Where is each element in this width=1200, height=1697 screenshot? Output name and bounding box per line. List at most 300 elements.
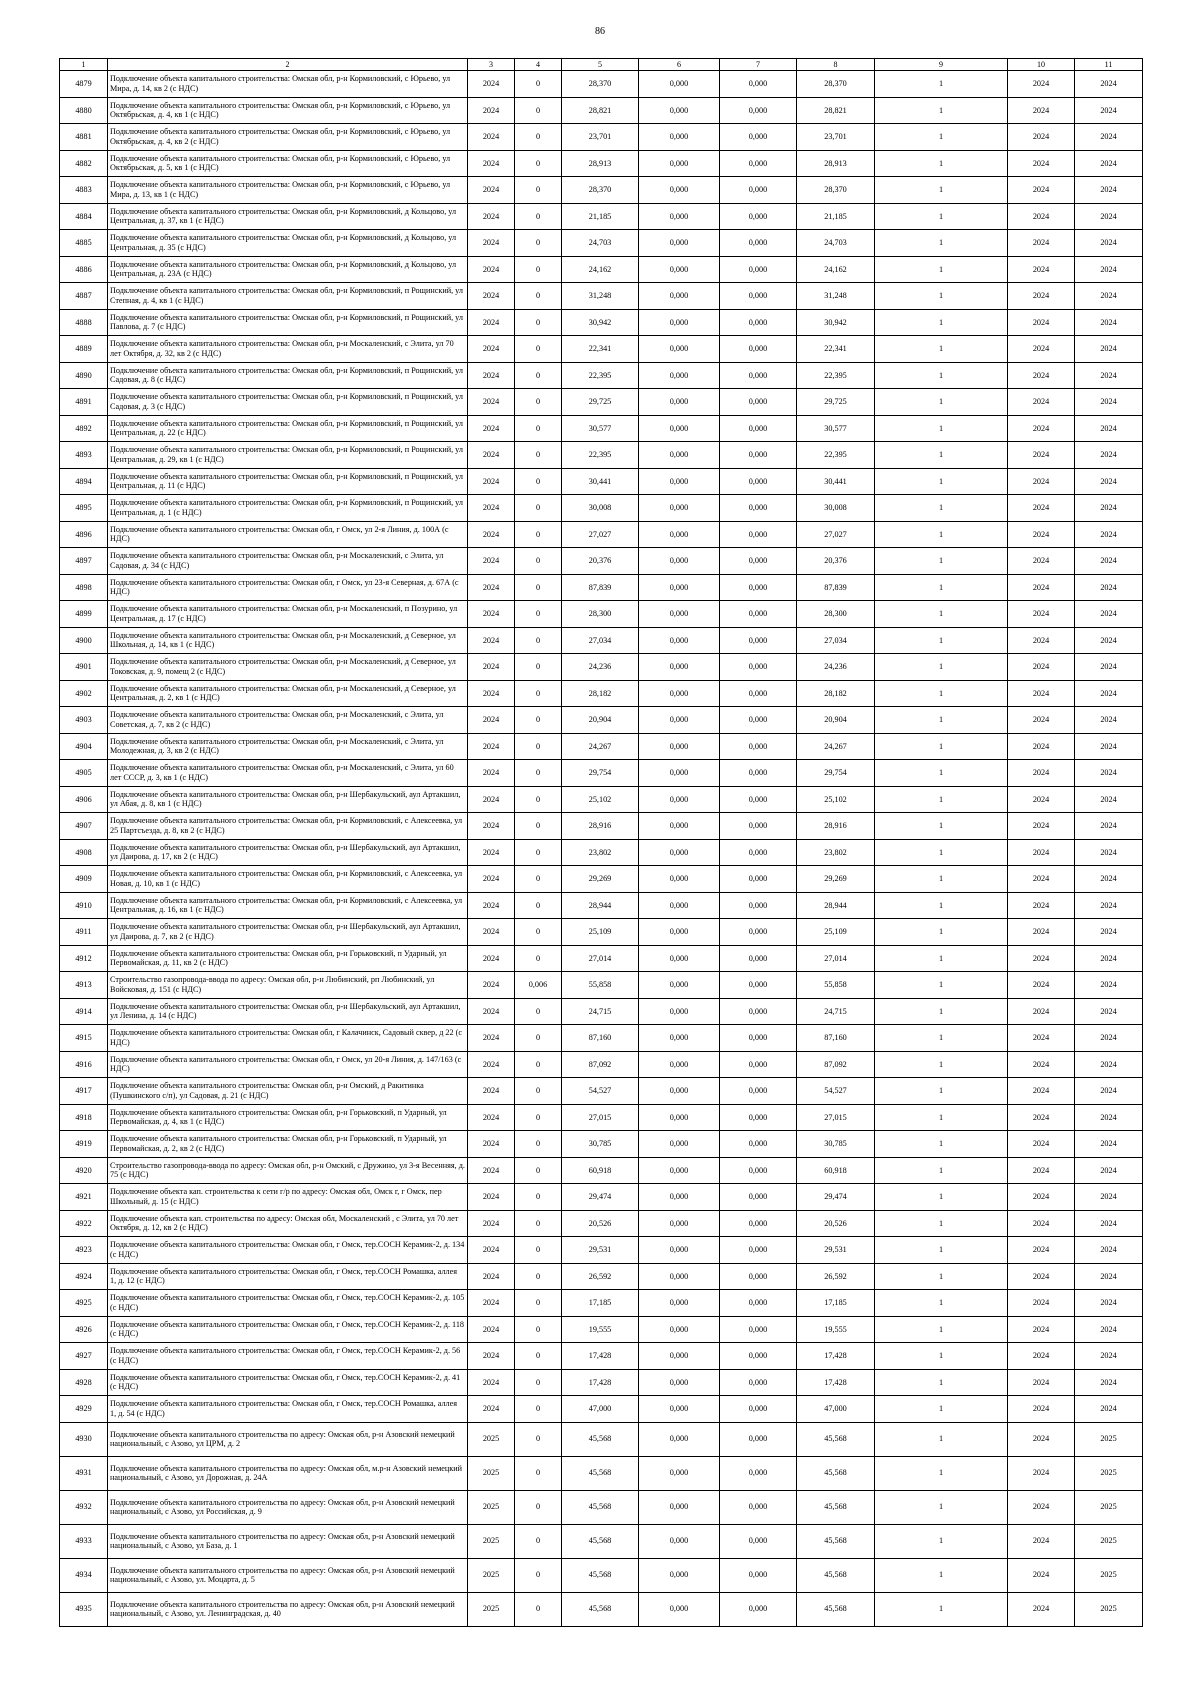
- total-cell: 87,839: [797, 574, 875, 601]
- value-cell: 0,000: [720, 733, 797, 760]
- table-row: [60, 1316, 1143, 1343]
- row-number: 4902: [60, 680, 108, 707]
- count-cell: 1: [875, 389, 1008, 416]
- value-cell: 45,568: [562, 1456, 639, 1490]
- value-cell: 0,000: [639, 1131, 720, 1158]
- length-cell: 0: [515, 1524, 562, 1558]
- length-cell: 0: [515, 177, 562, 204]
- total-cell: 45,568: [797, 1456, 875, 1490]
- column-header: 1: [60, 59, 108, 71]
- table-row: [60, 283, 1143, 310]
- table-row: [60, 813, 1143, 840]
- table-row: [60, 468, 1143, 495]
- total-cell: 25,109: [797, 919, 875, 946]
- value-cell: 0,000: [639, 150, 720, 177]
- start-year-cell: 2024: [1008, 389, 1075, 416]
- table-row: [60, 866, 1143, 893]
- count-cell: 1: [875, 495, 1008, 522]
- column-header: 10: [1008, 59, 1075, 71]
- year-cell: 2024: [468, 680, 515, 707]
- count-cell: 1: [875, 601, 1008, 628]
- value-cell: 22,341: [562, 336, 639, 363]
- row-number: 4914: [60, 998, 108, 1025]
- length-cell: 0: [515, 1369, 562, 1396]
- row-number: 4931: [60, 1456, 108, 1490]
- start-year-cell: 2024: [1008, 521, 1075, 548]
- length-cell: 0: [515, 442, 562, 469]
- length-cell: 0: [515, 283, 562, 310]
- total-cell: 45,568: [797, 1422, 875, 1456]
- object-description: Подключение объекта капитального строительства: Омская обл, г Омск, тер.СОСН Керамик-2, д. 118 (с НДС): [108, 1316, 468, 1343]
- length-cell: 0,006: [515, 972, 562, 999]
- value-cell: 0,000: [720, 813, 797, 840]
- count-cell: 1: [875, 998, 1008, 1025]
- value-cell: 0,000: [720, 521, 797, 548]
- value-cell: 0,000: [720, 1490, 797, 1524]
- table-row: [60, 97, 1143, 124]
- start-year-cell: 2024: [1008, 1592, 1075, 1626]
- count-cell: 1: [875, 839, 1008, 866]
- value-cell: 30,577: [562, 415, 639, 442]
- object-description: Подключение объекта капитального строительства: Омская обл, р-н Москаленский, с Элита, ул 60 лет СССР, д. 3, кв 1 (с НДС): [108, 760, 468, 787]
- end-year-cell: 2024: [1075, 415, 1143, 442]
- length-cell: 0: [515, 1131, 562, 1158]
- object-description: Подключение объекта капитального строительства: Омская обл, г Омск, ул 23-я Северная, д. 67А (с НДС): [108, 574, 468, 601]
- year-cell: 2024: [468, 866, 515, 893]
- value-cell: 0,000: [720, 71, 797, 98]
- value-cell: 0,000: [720, 680, 797, 707]
- object-description: Подключение объекта капитального строительства по адресу: Омская обл, р-н Азовский немецкий национальный, с Азово, ул Российская, д. 9: [108, 1490, 468, 1524]
- value-cell: 27,034: [562, 627, 639, 654]
- row-number: 4912: [60, 945, 108, 972]
- year-cell: 2025: [468, 1592, 515, 1626]
- total-cell: 28,370: [797, 71, 875, 98]
- object-description: Подключение объекта капитального строительства: Омская обл, г Калачинск, Садовый сквер, д 22 (с НДС): [108, 1025, 468, 1052]
- column-header: 4: [515, 59, 562, 71]
- start-year-cell: 2024: [1008, 813, 1075, 840]
- length-cell: 0: [515, 760, 562, 787]
- table-row: [60, 389, 1143, 416]
- object-description: Подключение объекта капитального строительства: Омская обл, р-н Москаленский, д Северное, ул Школьная, д. 14, кв 1 (с НДС): [108, 627, 468, 654]
- length-cell: 0: [515, 521, 562, 548]
- start-year-cell: 2024: [1008, 1490, 1075, 1524]
- object-description: Подключение объекта капитального строительства: Омская обл, р-н Кормиловский, с Юрьево, ул Октябрьская, д. 4, кв 1 (с НДС): [108, 97, 468, 124]
- value-cell: 0,000: [639, 415, 720, 442]
- object-description: Подключение объекта капитального строительства: Омская обл, р-н Кормиловский, п Рощинский, ул Центральная, д. 1 (с НДС): [108, 495, 468, 522]
- end-year-cell: 2024: [1075, 1396, 1143, 1423]
- value-cell: 0,000: [720, 1263, 797, 1290]
- row-number: 4880: [60, 97, 108, 124]
- start-year-cell: 2024: [1008, 574, 1075, 601]
- end-year-cell: 2024: [1075, 866, 1143, 893]
- length-cell: 0: [515, 1157, 562, 1184]
- row-number: 4928: [60, 1369, 108, 1396]
- count-cell: 1: [875, 97, 1008, 124]
- start-year-cell: 2024: [1008, 1316, 1075, 1343]
- start-year-cell: 2024: [1008, 972, 1075, 999]
- object-description: Подключение объекта капитального строительства: Омская обл, р-н Кормиловский, с Юрьево, ул Мира, д. 13, кв 1 (с НДС): [108, 177, 468, 204]
- start-year-cell: 2024: [1008, 998, 1075, 1025]
- year-cell: 2024: [468, 1051, 515, 1078]
- value-cell: 25,102: [562, 786, 639, 813]
- row-number: 4900: [60, 627, 108, 654]
- start-year-cell: 2024: [1008, 283, 1075, 310]
- row-number: 4888: [60, 309, 108, 336]
- end-year-cell: 2024: [1075, 283, 1143, 310]
- year-cell: 2024: [468, 1369, 515, 1396]
- table-row: [60, 839, 1143, 866]
- object-description: Подключение объекта капитального строительства: Омская обл, р-н Москаленский, с Элита, ул Садовая, д. 34 (с НДС): [108, 548, 468, 575]
- start-year-cell: 2024: [1008, 495, 1075, 522]
- end-year-cell: 2024: [1075, 336, 1143, 363]
- count-cell: 1: [875, 1290, 1008, 1317]
- end-year-cell: 2025: [1075, 1592, 1143, 1626]
- row-number: 4901: [60, 654, 108, 681]
- table-row: [60, 124, 1143, 151]
- table-row: [60, 442, 1143, 469]
- table-row: [60, 1025, 1143, 1052]
- value-cell: 0,000: [639, 998, 720, 1025]
- row-number: 4898: [60, 574, 108, 601]
- total-cell: 20,376: [797, 548, 875, 575]
- start-year-cell: 2024: [1008, 1524, 1075, 1558]
- value-cell: 55,858: [562, 972, 639, 999]
- value-cell: 0,000: [639, 892, 720, 919]
- row-number: 4903: [60, 707, 108, 734]
- count-cell: 1: [875, 654, 1008, 681]
- end-year-cell: 2024: [1075, 760, 1143, 787]
- count-cell: 1: [875, 786, 1008, 813]
- count-cell: 1: [875, 760, 1008, 787]
- value-cell: 0,000: [720, 203, 797, 230]
- row-number: 4891: [60, 389, 108, 416]
- value-cell: 0,000: [720, 1025, 797, 1052]
- start-year-cell: 2024: [1008, 1456, 1075, 1490]
- row-number: 4910: [60, 892, 108, 919]
- table-body: [60, 71, 1143, 1627]
- table-row: [60, 919, 1143, 946]
- count-cell: 1: [875, 1131, 1008, 1158]
- start-year-cell: 2024: [1008, 786, 1075, 813]
- value-cell: 0,000: [720, 1051, 797, 1078]
- value-cell: 0,000: [720, 309, 797, 336]
- count-cell: 1: [875, 1456, 1008, 1490]
- column-header: 3: [468, 59, 515, 71]
- start-year-cell: 2024: [1008, 336, 1075, 363]
- column-header: 11: [1075, 59, 1143, 71]
- count-cell: 1: [875, 574, 1008, 601]
- value-cell: 27,014: [562, 945, 639, 972]
- year-cell: 2024: [468, 150, 515, 177]
- value-cell: 28,300: [562, 601, 639, 628]
- length-cell: 0: [515, 1184, 562, 1211]
- year-cell: 2024: [468, 1131, 515, 1158]
- count-cell: 1: [875, 521, 1008, 548]
- value-cell: 0,000: [639, 1104, 720, 1131]
- year-cell: 2024: [468, 707, 515, 734]
- table-row: [60, 1184, 1143, 1211]
- value-cell: 0,000: [639, 1078, 720, 1105]
- object-description: Подключение объекта капитального строительства: Омская обл, р-н Москаленский, с Элита, ул Советская, д. 7, кв 2 (с НДС): [108, 707, 468, 734]
- value-cell: 0,000: [720, 389, 797, 416]
- row-number: 4915: [60, 1025, 108, 1052]
- count-cell: 1: [875, 415, 1008, 442]
- start-year-cell: 2024: [1008, 415, 1075, 442]
- start-year-cell: 2024: [1008, 124, 1075, 151]
- object-description: Подключение объекта капитального строительства: Омская обл, р-н Кормиловский, с Юрьево, ул Октябрьская, д. 4, кв 2 (с НДС): [108, 124, 468, 151]
- value-cell: 87,092: [562, 1051, 639, 1078]
- value-cell: 28,913: [562, 150, 639, 177]
- row-number: 4884: [60, 203, 108, 230]
- table-row: [60, 707, 1143, 734]
- value-cell: 0,000: [720, 336, 797, 363]
- count-cell: 1: [875, 680, 1008, 707]
- end-year-cell: 2025: [1075, 1422, 1143, 1456]
- year-cell: 2024: [468, 548, 515, 575]
- year-cell: 2024: [468, 336, 515, 363]
- table-row: [60, 1490, 1143, 1524]
- value-cell: 0,000: [720, 1104, 797, 1131]
- end-year-cell: 2024: [1075, 786, 1143, 813]
- value-cell: 24,715: [562, 998, 639, 1025]
- start-year-cell: 2024: [1008, 1078, 1075, 1105]
- value-cell: 87,839: [562, 574, 639, 601]
- table-row: [60, 574, 1143, 601]
- value-cell: 0,000: [639, 760, 720, 787]
- register-table: [59, 58, 1143, 1627]
- value-cell: 0,000: [720, 760, 797, 787]
- value-cell: 0,000: [720, 1456, 797, 1490]
- value-cell: 24,162: [562, 256, 639, 283]
- total-cell: 28,370: [797, 177, 875, 204]
- table-row: [60, 945, 1143, 972]
- total-cell: 22,341: [797, 336, 875, 363]
- table-row: [60, 495, 1143, 522]
- value-cell: 0,000: [720, 230, 797, 257]
- total-cell: 30,008: [797, 495, 875, 522]
- start-year-cell: 2024: [1008, 71, 1075, 98]
- value-cell: 0,000: [639, 1237, 720, 1264]
- value-cell: 0,000: [720, 1396, 797, 1423]
- table-row: [60, 1078, 1143, 1105]
- value-cell: 25,109: [562, 919, 639, 946]
- value-cell: 0,000: [720, 601, 797, 628]
- length-cell: 0: [515, 813, 562, 840]
- end-year-cell: 2024: [1075, 1237, 1143, 1264]
- table-row: [60, 733, 1143, 760]
- end-year-cell: 2024: [1075, 97, 1143, 124]
- start-year-cell: 2024: [1008, 1237, 1075, 1264]
- count-cell: 1: [875, 1396, 1008, 1423]
- start-year-cell: 2024: [1008, 1396, 1075, 1423]
- count-cell: 1: [875, 1210, 1008, 1237]
- value-cell: 0,000: [639, 972, 720, 999]
- table-row: [60, 601, 1143, 628]
- column-header: 6: [639, 59, 720, 71]
- length-cell: 0: [515, 1396, 562, 1423]
- length-cell: 0: [515, 1051, 562, 1078]
- value-cell: 19,555: [562, 1316, 639, 1343]
- table-row: [60, 1369, 1143, 1396]
- length-cell: 0: [515, 601, 562, 628]
- table-row: [60, 1396, 1143, 1423]
- object-description: Подключение объекта капитального строительства: Омская обл, р-н Кормиловский, с Алексеевка, ул 25 Партсъезда, д. 8, кв 2 (с НДС): [108, 813, 468, 840]
- table-row: [60, 71, 1143, 98]
- value-cell: 0,000: [639, 1456, 720, 1490]
- year-cell: 2024: [468, 442, 515, 469]
- end-year-cell: 2024: [1075, 601, 1143, 628]
- value-cell: 87,160: [562, 1025, 639, 1052]
- value-cell: 0,000: [720, 1290, 797, 1317]
- start-year-cell: 2024: [1008, 1131, 1075, 1158]
- total-cell: 30,577: [797, 415, 875, 442]
- table-row: [60, 1237, 1143, 1264]
- year-cell: 2024: [468, 389, 515, 416]
- count-cell: 1: [875, 124, 1008, 151]
- count-cell: 1: [875, 230, 1008, 257]
- end-year-cell: 2024: [1075, 521, 1143, 548]
- total-cell: 23,802: [797, 839, 875, 866]
- end-year-cell: 2024: [1075, 468, 1143, 495]
- end-year-cell: 2024: [1075, 813, 1143, 840]
- end-year-cell: 2024: [1075, 309, 1143, 336]
- start-year-cell: 2024: [1008, 1369, 1075, 1396]
- total-cell: 54,527: [797, 1078, 875, 1105]
- value-cell: 0,000: [639, 1184, 720, 1211]
- count-cell: 1: [875, 1592, 1008, 1626]
- end-year-cell: 2024: [1075, 680, 1143, 707]
- row-number: 4908: [60, 839, 108, 866]
- length-cell: 0: [515, 1290, 562, 1317]
- end-year-cell: 2024: [1075, 1184, 1143, 1211]
- value-cell: 0,000: [639, 495, 720, 522]
- start-year-cell: 2024: [1008, 548, 1075, 575]
- count-cell: 1: [875, 442, 1008, 469]
- count-cell: 1: [875, 309, 1008, 336]
- value-cell: 26,592: [562, 1263, 639, 1290]
- value-cell: 0,000: [639, 1369, 720, 1396]
- length-cell: 0: [515, 1078, 562, 1105]
- start-year-cell: 2024: [1008, 256, 1075, 283]
- length-cell: 0: [515, 1558, 562, 1592]
- count-cell: 1: [875, 1078, 1008, 1105]
- length-cell: 0: [515, 71, 562, 98]
- value-cell: 0,000: [639, 1396, 720, 1423]
- value-cell: 0,000: [639, 627, 720, 654]
- count-cell: 1: [875, 1316, 1008, 1343]
- row-number: 4906: [60, 786, 108, 813]
- value-cell: 0,000: [720, 574, 797, 601]
- row-number: 4905: [60, 760, 108, 787]
- year-cell: 2024: [468, 1157, 515, 1184]
- table-row: [60, 1263, 1143, 1290]
- length-cell: 0: [515, 1263, 562, 1290]
- table-row: [60, 1456, 1143, 1490]
- start-year-cell: 2024: [1008, 707, 1075, 734]
- row-number: 4896: [60, 521, 108, 548]
- year-cell: 2024: [468, 1263, 515, 1290]
- length-cell: 0: [515, 150, 562, 177]
- row-number: 4882: [60, 150, 108, 177]
- value-cell: 0,000: [639, 97, 720, 124]
- total-cell: 28,913: [797, 150, 875, 177]
- start-year-cell: 2024: [1008, 1051, 1075, 1078]
- value-cell: 54,527: [562, 1078, 639, 1105]
- value-cell: 0,000: [720, 1184, 797, 1211]
- object-description: Подключение объекта капитального строительства: Омская обл, р-н Кормиловский, п Рощинский, ул Садовая, д. 3 (с НДС): [108, 389, 468, 416]
- length-cell: 0: [515, 1025, 562, 1052]
- value-cell: 0,000: [639, 521, 720, 548]
- value-cell: 0,000: [720, 548, 797, 575]
- table-row: [60, 362, 1143, 389]
- object-description: Строительство газопровода-ввода по адресу: Омская обл, р-н Омский, с Дружино, ул 3-я Весенняя, д. 75 (с НДС): [108, 1157, 468, 1184]
- year-cell: 2024: [468, 256, 515, 283]
- count-cell: 1: [875, 866, 1008, 893]
- year-cell: 2024: [468, 1078, 515, 1105]
- total-cell: 31,248: [797, 283, 875, 310]
- start-year-cell: 2024: [1008, 442, 1075, 469]
- year-cell: 2025: [468, 1524, 515, 1558]
- table-row: [60, 309, 1143, 336]
- end-year-cell: 2024: [1075, 124, 1143, 151]
- value-cell: 0,000: [639, 309, 720, 336]
- start-year-cell: 2024: [1008, 680, 1075, 707]
- table-row: [60, 1104, 1143, 1131]
- year-cell: 2025: [468, 1490, 515, 1524]
- value-cell: 0,000: [639, 1558, 720, 1592]
- value-cell: 28,916: [562, 813, 639, 840]
- row-number: 4887: [60, 283, 108, 310]
- row-number: 4907: [60, 813, 108, 840]
- length-cell: 0: [515, 1104, 562, 1131]
- end-year-cell: 2024: [1075, 574, 1143, 601]
- object-description: Подключение объекта капитального строительства: Омская обл, р-н Кормиловский, д Кольцово, ул Центральная, д. 35 (с НДС): [108, 230, 468, 257]
- total-cell: 28,944: [797, 892, 875, 919]
- value-cell: 0,000: [639, 945, 720, 972]
- value-cell: 29,531: [562, 1237, 639, 1264]
- object-description: Подключение объекта капитального строительства: Омская обл, р-н Кормиловский, д Кольцово, ул Центральная, д. 23А (с НДС): [108, 256, 468, 283]
- row-number: 4921: [60, 1184, 108, 1211]
- value-cell: 0,000: [720, 654, 797, 681]
- table-row: [60, 1422, 1143, 1456]
- value-cell: 0,000: [720, 362, 797, 389]
- object-description: Подключение объекта кап. строительства по адресу: Омская обл, Москаленский , с Элита, ул 70 лет Октября, д. 12, кв 2 (с НДС): [108, 1210, 468, 1237]
- row-number: 4922: [60, 1210, 108, 1237]
- length-cell: 0: [515, 230, 562, 257]
- end-year-cell: 2025: [1075, 1456, 1143, 1490]
- end-year-cell: 2024: [1075, 733, 1143, 760]
- table-row: [60, 972, 1143, 999]
- start-year-cell: 2024: [1008, 892, 1075, 919]
- value-cell: 0,000: [639, 177, 720, 204]
- value-cell: 0,000: [639, 336, 720, 363]
- start-year-cell: 2024: [1008, 866, 1075, 893]
- row-number: 4883: [60, 177, 108, 204]
- value-cell: 0,000: [720, 945, 797, 972]
- object-description: Подключение объекта капитального строительства: Омская обл, р-н Кормиловский, п Рощинский, ул Центральная, д. 22 (с НДС): [108, 415, 468, 442]
- length-cell: 0: [515, 627, 562, 654]
- table-row: [60, 256, 1143, 283]
- value-cell: 0,000: [720, 124, 797, 151]
- value-cell: 0,000: [720, 97, 797, 124]
- year-cell: 2024: [468, 760, 515, 787]
- end-year-cell: 2024: [1075, 1157, 1143, 1184]
- end-year-cell: 2025: [1075, 1558, 1143, 1592]
- value-cell: 0,000: [720, 1369, 797, 1396]
- value-cell: 0,000: [720, 786, 797, 813]
- value-cell: 23,802: [562, 839, 639, 866]
- value-cell: 0,000: [720, 1524, 797, 1558]
